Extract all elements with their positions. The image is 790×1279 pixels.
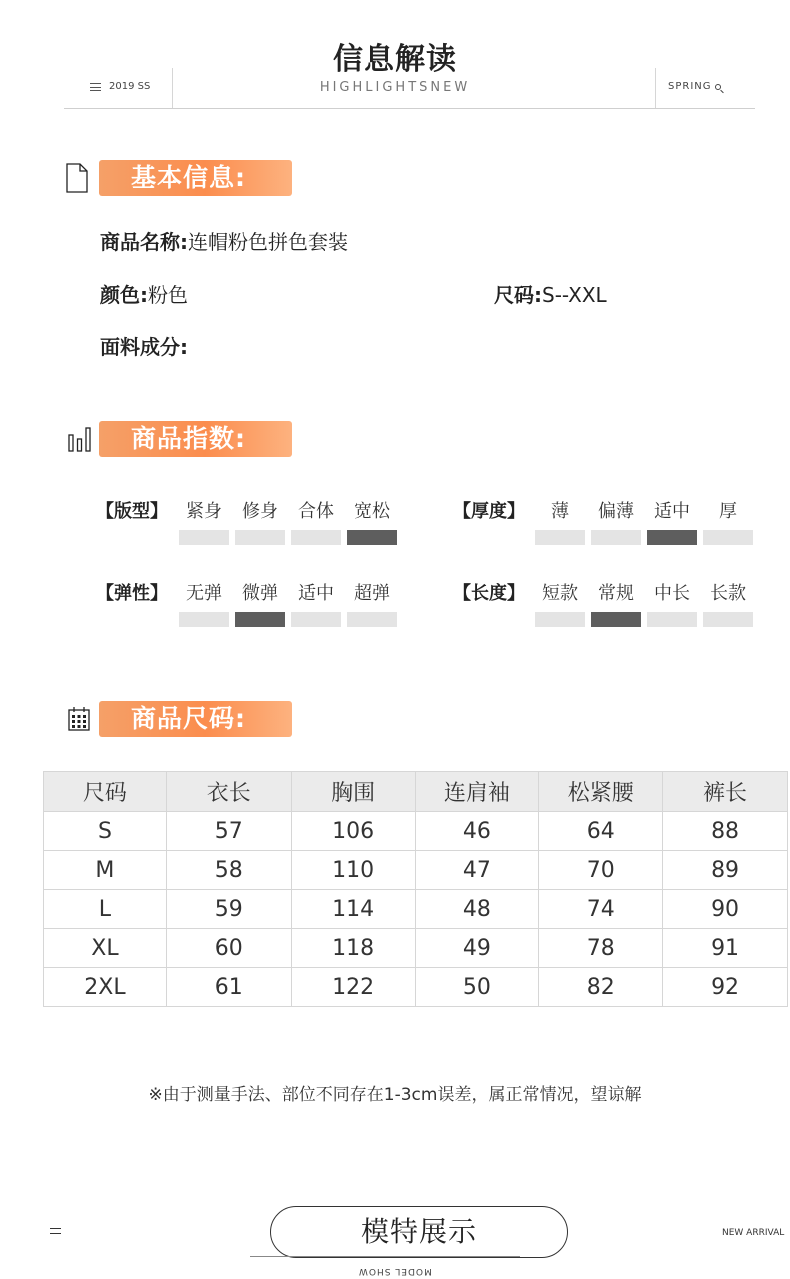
- product-name-row: [100, 226, 348, 255]
- fabric-row: [100, 331, 188, 360]
- table-cell: 122: [291, 968, 415, 1007]
- section-basic-info: 基本信息:: [99, 160, 292, 196]
- table-cell: 74: [539, 890, 663, 929]
- table-header: 胸围: [291, 772, 415, 812]
- table-cell: 78: [539, 929, 663, 968]
- table-cell: 60: [166, 929, 291, 968]
- table-cell: 48: [415, 890, 539, 929]
- index-option: 薄: [551, 501, 569, 522]
- size-label: 尺码:: [494, 283, 542, 307]
- size-table: [43, 771, 788, 1007]
- table-cell: 50: [415, 968, 539, 1007]
- table-cell: 106: [291, 812, 415, 851]
- table-row: [44, 812, 788, 851]
- table-header: 连肩袖: [415, 772, 539, 812]
- table-cell: 70: [539, 851, 663, 890]
- header-right[interactable]: [668, 81, 721, 92]
- index-option: 偏薄: [598, 501, 634, 522]
- index-option: 适中: [654, 501, 690, 522]
- color-value: 粉色: [148, 283, 188, 307]
- index-option: 短款: [542, 583, 578, 604]
- index-bar: [535, 612, 585, 627]
- product-name-value: 连帽粉色拼色套装: [188, 230, 348, 254]
- index-label: 【厚度】: [453, 501, 525, 522]
- table-cell: 46: [415, 812, 539, 851]
- color-row: [100, 279, 188, 308]
- table-header: 衣长: [166, 772, 291, 812]
- table-cell: 58: [166, 851, 291, 890]
- index-bar-selected: [647, 530, 697, 545]
- index-label: 【版型】: [96, 501, 168, 522]
- index-bar: [703, 612, 753, 627]
- index-bar: [179, 612, 229, 627]
- index-option: 无弹: [186, 583, 222, 604]
- index-bar-selected: [347, 530, 397, 545]
- header-rule: [64, 108, 755, 109]
- table-cell: 88: [663, 812, 788, 851]
- index-label: 【长度】: [453, 583, 525, 604]
- section-size-chart: 商品尺码:: [99, 701, 292, 737]
- index-option: 紧身: [186, 501, 222, 522]
- menu-icon[interactable]: [50, 1228, 61, 1234]
- header-center-label: HIGHLIGHTSNEW: [319, 80, 471, 95]
- table-row: [44, 968, 788, 1007]
- table-row: [44, 929, 788, 968]
- table-cell: 82: [539, 968, 663, 1007]
- document-icon: [66, 163, 88, 193]
- page-title: 信息解读: [333, 42, 457, 77]
- index-bar: [347, 612, 397, 627]
- fabric-label: 面料成分:: [100, 335, 188, 359]
- measurement-note: ※由于测量手法、部位不同存在1-3cm误差，属正常情况，望谅解: [148, 1085, 642, 1105]
- index-option: 修身: [242, 501, 278, 522]
- index-bar: [235, 530, 285, 545]
- product-name-label: 商品名称:: [100, 230, 188, 254]
- index-option: 适中: [298, 583, 334, 604]
- index-bar: [703, 530, 753, 545]
- index-option: 常规: [598, 583, 634, 604]
- index-option: 长款: [710, 583, 746, 604]
- table-cell: 57: [166, 812, 291, 851]
- table-cell: XL: [44, 929, 167, 968]
- season-label: 2019 SS: [109, 81, 151, 92]
- table-cell: 110: [291, 851, 415, 890]
- table-cell: 92: [663, 968, 788, 1007]
- index-bar: [291, 530, 341, 545]
- index-bar: [535, 530, 585, 545]
- size-value: S--XXL: [542, 283, 607, 307]
- footer-rule: [250, 1256, 520, 1257]
- search-icon[interactable]: [715, 84, 721, 90]
- mirrored-caption-text: MODEL SHOW: [358, 1266, 432, 1276]
- table-cell: 90: [663, 890, 788, 929]
- table-row: [44, 890, 788, 929]
- table-cell: 49: [415, 929, 539, 968]
- index-option: 超弹: [354, 583, 390, 604]
- spring-label: SPRING: [668, 81, 712, 92]
- table-cell: 114: [291, 890, 415, 929]
- index-bar: [647, 612, 697, 627]
- index-bar: [591, 530, 641, 545]
- table-row: [44, 851, 788, 890]
- table-cell: M: [44, 851, 167, 890]
- index-option: 厚: [719, 501, 737, 522]
- index-option: 微弹: [242, 583, 278, 604]
- index-bar: [291, 612, 341, 627]
- table-header: 松紧腰: [539, 772, 663, 812]
- model-show-button[interactable]: 模特展示: [270, 1206, 568, 1258]
- table-cell: 2XL: [44, 968, 167, 1007]
- table-cell: 91: [663, 929, 788, 968]
- new-arrival-label: NEW ARRIVAL: [722, 1228, 785, 1238]
- table-cell: 64: [539, 812, 663, 851]
- index-option: 合体: [298, 501, 334, 522]
- table-cell: L: [44, 890, 167, 929]
- table-cell: 47: [415, 851, 539, 890]
- color-label: 颜色:: [100, 283, 148, 307]
- section-product-index: 商品指数:: [99, 421, 292, 457]
- index-option: 宽松: [354, 501, 390, 522]
- index-bar: [179, 530, 229, 545]
- table-header: 裤长: [663, 772, 788, 812]
- index-bar-selected: [235, 612, 285, 627]
- mirrored-caption: [0, 1266, 790, 1276]
- index-option: 中长: [654, 583, 690, 604]
- size-row: [494, 279, 607, 308]
- table-header-row: [44, 772, 788, 812]
- bar-chart-icon: [68, 426, 92, 452]
- calendar-icon: [68, 707, 90, 731]
- table-cell: 89: [663, 851, 788, 890]
- table-cell: 118: [291, 929, 415, 968]
- table-cell: 59: [166, 890, 291, 929]
- index-label: 【弹性】: [96, 583, 168, 604]
- table-header: 尺码: [44, 772, 167, 812]
- index-bar-selected: [591, 612, 641, 627]
- table-cell: S: [44, 812, 167, 851]
- table-cell: 61: [166, 968, 291, 1007]
